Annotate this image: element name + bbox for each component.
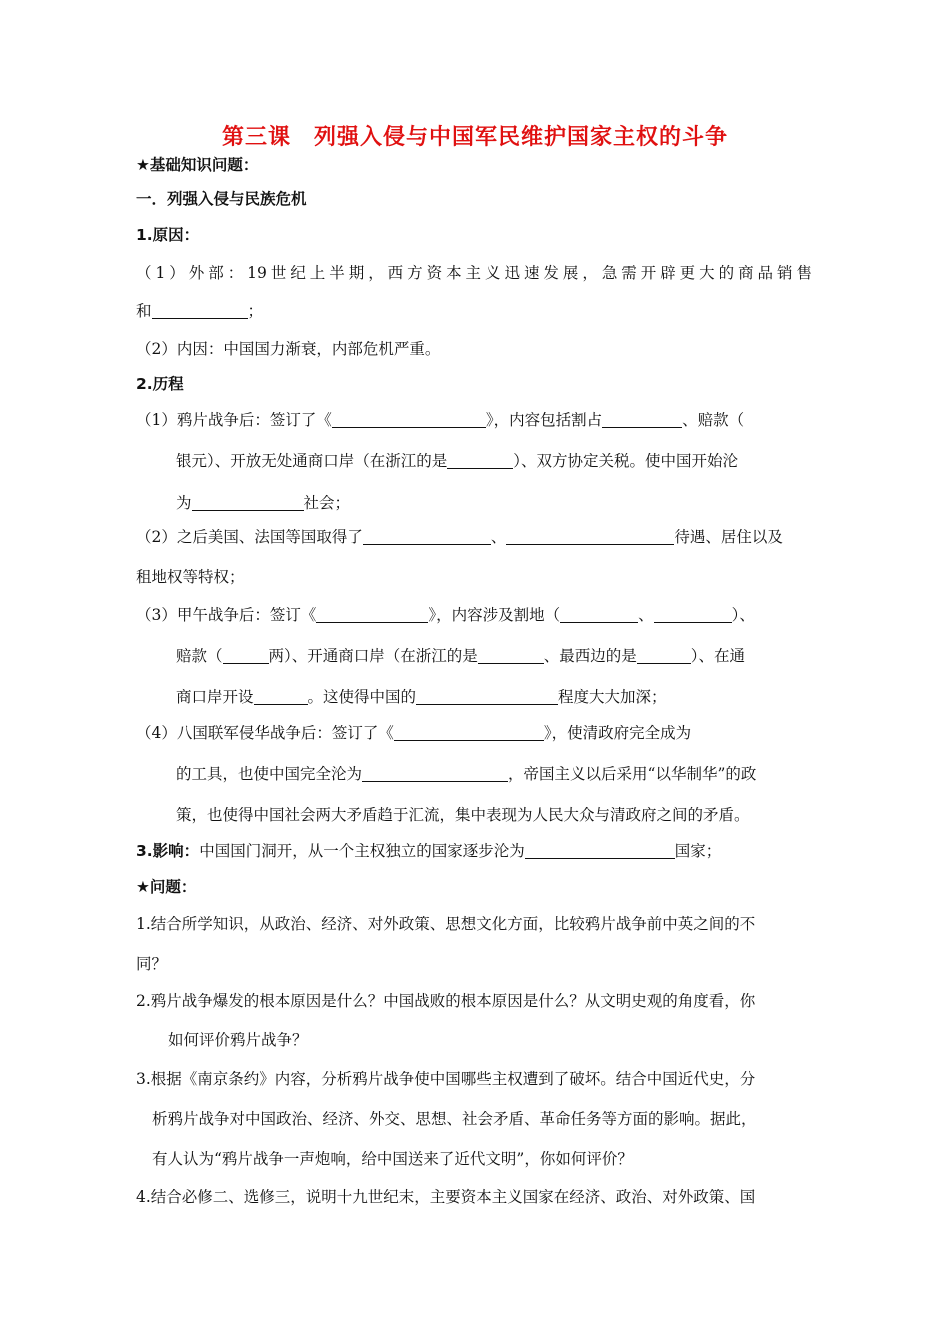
question-3-line3: 有人认为“鸦片战争一声炮响，给中国送来了近代文明”，你如何评价？ — [152, 1150, 633, 1168]
question-4-line1: 4.结合必修二、选修三，说明十九世纪末，主要资本主义国家在经济、政治、对外政策、国 — [136, 1188, 756, 1206]
question-2-line2: 如何评价鸦片战争？ — [168, 1031, 308, 1049]
answer-blank[interactable] — [478, 647, 544, 664]
answer-blank[interactable] — [525, 842, 675, 859]
answer-blank[interactable] — [447, 452, 513, 469]
answer-blank[interactable] — [602, 411, 682, 428]
question-1-line1: 1.结合所学知识，从政治、经济、对外政策、思想文化方面，比较鸦片战争前中英之间的不 — [136, 915, 756, 933]
answer-blank[interactable] — [152, 302, 248, 319]
answer-blank[interactable] — [560, 606, 638, 623]
process-2-line2: 租地权等特权； — [136, 568, 245, 586]
answer-blank[interactable] — [654, 606, 732, 623]
cause-external-line: （1）外部：19世纪上半期，西方资本主义迅速发展，急需开辟更大的商品销售 — [136, 264, 812, 282]
process-4-line1: （4）八国联军侵华战争后：签订了《 》，使清政府完全成为 — [136, 724, 692, 742]
answer-blank[interactable] — [223, 647, 269, 664]
cause-internal-line: （2）内因：中国国力渐衰，内部危机严重。 — [136, 340, 441, 358]
answer-blank[interactable] — [363, 528, 491, 545]
answer-blank[interactable] — [192, 494, 304, 511]
process-heading: 2.历程 — [136, 375, 184, 393]
questions-heading: ★问题： — [136, 878, 197, 896]
answer-blank[interactable] — [416, 688, 558, 705]
question-3-line1: 3.根据《南京条约》内容，分析鸦片战争使中国哪些主权遭到了破坏。结合中国近代史，分 — [136, 1070, 756, 1088]
process-4-line3: 策，也使得中国社会两大矛盾趋于汇流，集中表现为人民大众与清政府之间的矛盾。 — [176, 806, 750, 824]
basic-knowledge-heading: ★基础知识问题： — [136, 156, 259, 174]
page-title: 第三课 列强入侵与中国军民维护国家主权的斗争 — [221, 125, 728, 150]
process-3-line2: 赔款（ 两）、开通商口岸（在浙江的是 、最西边的是 ）、在通 — [176, 647, 746, 665]
question-3-line2: 析鸦片战争对中国政治、经济、外交、思想、社会矛盾、革命任务等方面的影响。据此， — [152, 1110, 757, 1128]
answer-blank[interactable] — [254, 688, 308, 705]
answer-blank[interactable] — [332, 411, 486, 428]
process-1-line1: （1）鸦片战争后：签订了《 》，内容包括割占 、赔款（ — [136, 411, 745, 429]
answer-blank[interactable] — [637, 647, 691, 664]
question-1-line2: 同？ — [136, 955, 168, 973]
cause-external-line2: 和 ； — [136, 302, 264, 320]
cause-heading: 1.原因： — [136, 226, 200, 244]
answer-blank[interactable] — [394, 724, 544, 741]
answer-blank[interactable] — [362, 765, 508, 782]
process-1-line3: 为 社会； — [176, 494, 351, 512]
process-1-line2: 银元）、开放无处通商口岸（在浙江的是 ）、双方协定关税。使中国开始沦 — [176, 452, 739, 470]
impact-line: 3.影响：中国国门洞开，从一个主权独立的国家逐步沦为 国家； — [136, 842, 722, 860]
process-4-line2: 的工具，也使中国完全沦为 ，帝国主义以后采用“以华制华”的政 — [176, 765, 757, 783]
process-2-line1: （2）之后美国、法国等国取得了 、 待遇、居住以及 — [136, 528, 783, 546]
section-heading: 一．列强入侵与民族危机 — [136, 190, 307, 208]
process-3-line1: （3）甲午战争后：签订《 》，内容涉及割地（ 、 ）、 — [136, 606, 755, 624]
question-2-line1: 2.鸦片战争爆发的根本原因是什么？中国战败的根本原因是什么？从文明史观的角度看，你 — [136, 992, 756, 1010]
process-3-line3: 商口岸开设 。这使得中国的 程度大大加深； — [176, 688, 667, 706]
answer-blank[interactable] — [316, 606, 428, 623]
answer-blank[interactable] — [506, 528, 674, 545]
